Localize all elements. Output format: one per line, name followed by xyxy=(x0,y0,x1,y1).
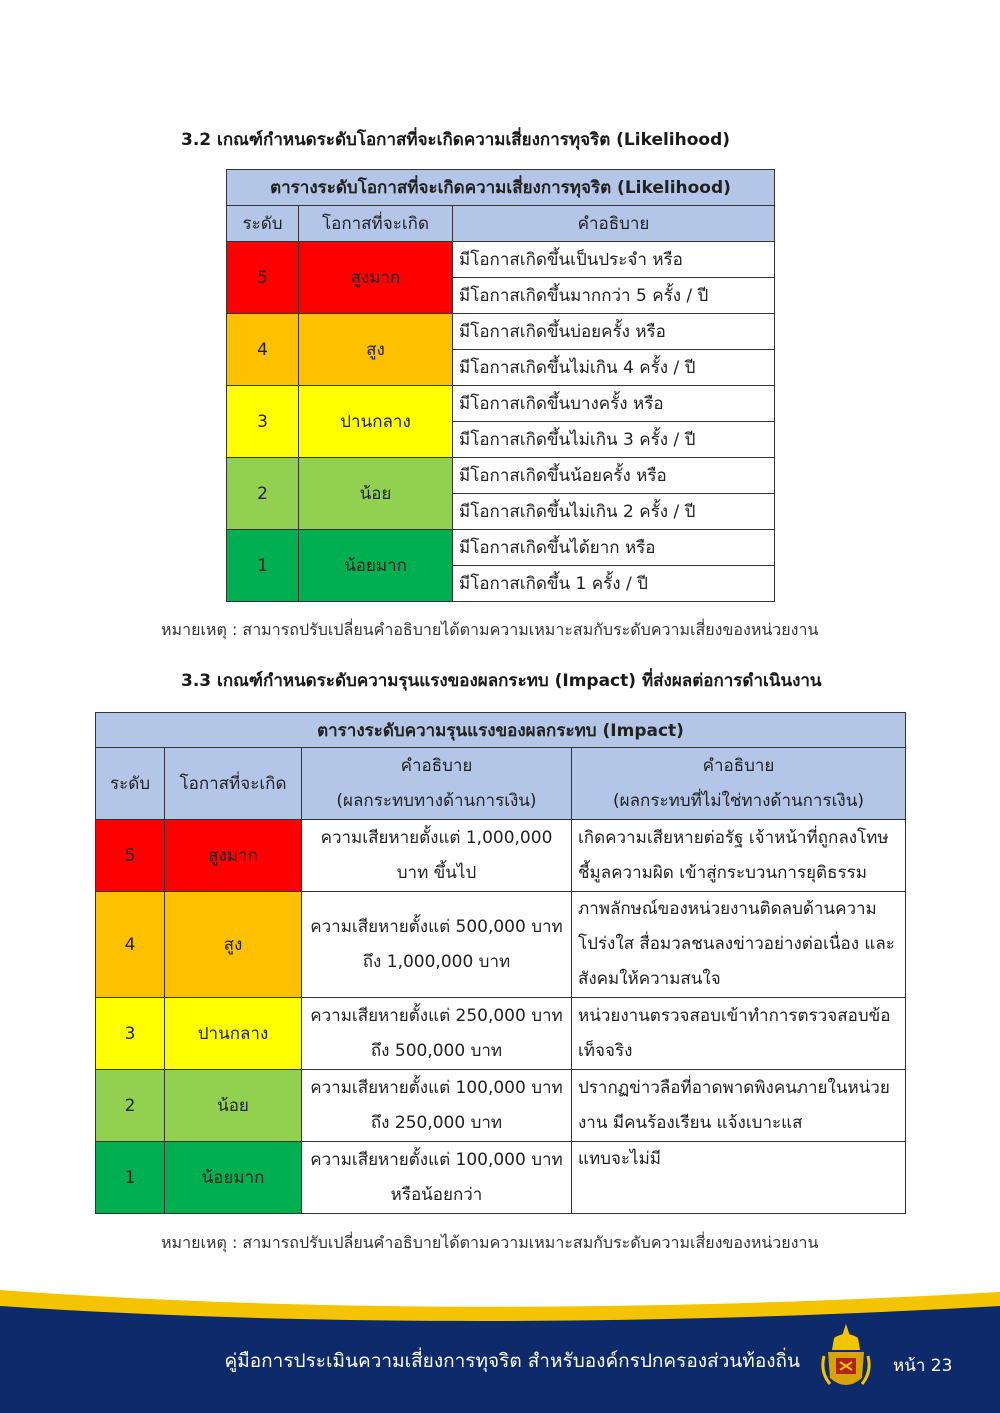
impact-header-level: ระดับ xyxy=(96,748,165,820)
impact-header-nonfinancial-line2: (ผลกระทบที่ไม่ใช่ทางด้านการเงิน) xyxy=(613,790,864,811)
impact-label: สูง xyxy=(165,892,302,998)
likelihood-desc: มีโอกาสเกิดขึ้นน้อยครั้ง หรือ xyxy=(453,458,775,494)
likelihood-desc: มีโอกาสเกิดขึ้น 1 ครั้ง / ปี xyxy=(453,566,775,602)
impact-label: น้อย xyxy=(165,1070,302,1142)
likelihood-row xyxy=(227,530,775,566)
header-level: ระดับ xyxy=(227,206,299,242)
impact-nonfinancial: แทบจะไม่มี xyxy=(572,1142,906,1214)
likelihood-table-title: ตารางระดับโอกาสที่จะเกิดความเสี่ยงการทุจริต (Likelihood) xyxy=(227,170,775,206)
impact-row xyxy=(96,998,906,1070)
impact-table xyxy=(95,712,906,1214)
impact-table-title: ตารางระดับความรุนแรงของผลกระทบ (Impact) xyxy=(96,713,906,748)
likelihood-desc: มีโอกาสเกิดขึ้นบางครั้ง หรือ xyxy=(453,386,775,422)
department-emblem-icon xyxy=(820,1322,872,1394)
impact-label: สูงมาก xyxy=(165,820,302,892)
likelihood-desc: มีโอกาสเกิดขึ้นไม่เกิน 3 ครั้ง / ปี xyxy=(453,422,775,458)
impact-level: 5 xyxy=(96,820,165,892)
likelihood-desc: มีโอกาสเกิดขึ้นบ่อยครั้ง หรือ xyxy=(453,314,775,350)
impact-header-likelihood: โอกาสที่จะเกิด xyxy=(165,748,302,820)
impact-row xyxy=(96,820,906,892)
impact-financial: ความเสียหายตั้งแต่ 1,000,000 บาท ขึ้นไป xyxy=(302,820,572,892)
impact-row xyxy=(96,892,906,998)
likelihood-label: น้อย xyxy=(299,458,453,530)
impact-header-nonfinancial xyxy=(572,748,906,820)
likelihood-label: น้อยมาก xyxy=(299,530,453,602)
impact-header-financial-line2: (ผลกระทบทางด้านการเงิน) xyxy=(336,790,537,811)
impact-nonfinancial: ปรากฏข่าวลือที่อาดพาดพิงคนภายในหน่วยงาน มีคนร้องเรียน แจ้งเบาะแส xyxy=(572,1070,906,1142)
likelihood-row xyxy=(227,386,775,422)
impact-level: 4 xyxy=(96,892,165,998)
impact-level: 3 xyxy=(96,998,165,1070)
impact-header-financial-line1: คำอธิบาย xyxy=(400,755,473,776)
impact-nonfinancial: เกิดความเสียหายต่อรัฐ เจ้าหน้าที่ถูกลงโทษ ชี้มูลความผิด เข้าสู่กระบวนการยุติธรรม xyxy=(572,820,906,892)
likelihood-label: สูง xyxy=(299,314,453,386)
likelihood-heading: 3.2 เกณฑ์กำหนดระดับโอกาสที่จะเกิดความเสี่ยงการทุจริต (Likelihood) xyxy=(181,130,731,150)
likelihood-note: หมายเหตุ : สามารถปรับเปลี่ยนคำอธิบายได้ตามความเหมาะสมกับระดับความเสี่ยงของหน่วยงาน xyxy=(161,620,819,639)
impact-nonfinancial: หน่วยงานตรวจสอบเข้าทำการตรวจสอบข้อเท็จจริง xyxy=(572,998,906,1070)
impact-level: 1 xyxy=(96,1142,165,1214)
impact-label: ปานกลาง xyxy=(165,998,302,1070)
impact-row xyxy=(96,1070,906,1142)
header-likelihood: โอกาสที่จะเกิด xyxy=(299,206,453,242)
likelihood-desc: มีโอกาสเกิดขึ้นได้ยาก หรือ xyxy=(453,530,775,566)
impact-financial: ความเสียหายตั้งแต่ 500,000 บาท ถึง 1,000,000 บาท xyxy=(302,892,572,998)
impact-header-nonfinancial-line1: คำอธิบาย xyxy=(702,755,775,776)
likelihood-level: 4 xyxy=(227,314,299,386)
impact-financial: ความเสียหายตั้งแต่ 250,000 บาท ถึง 500,000 บาท xyxy=(302,998,572,1070)
likelihood-level: 3 xyxy=(227,386,299,458)
likelihood-level: 5 xyxy=(227,242,299,314)
likelihood-desc: มีโอกาสเกิดขึ้นเป็นประจำ หรือ xyxy=(453,242,775,278)
likelihood-desc: มีโอกาสเกิดขึ้นมากกว่า 5 ครั้ง / ปี xyxy=(453,278,775,314)
impact-nonfinancial: ภาพลักษณ์ของหน่วยงานติดลบด้านความโปร่งใส สื่อมวลชนลงข่าวอย่างต่อเนื่อง และสังคมให้ความสนใจ xyxy=(572,892,906,998)
likelihood-row xyxy=(227,242,775,278)
impact-note: หมายเหตุ : สามารถปรับเปลี่ยนคำอธิบายได้ตามความเหมาะสมกับระดับความเสี่ยงของหน่วยงาน xyxy=(161,1233,819,1252)
likelihood-label: ปานกลาง xyxy=(299,386,453,458)
impact-financial: ความเสียหายตั้งแต่ 100,000 บาท ถึง 250,000 บาท xyxy=(302,1070,572,1142)
header-description: คำอธิบาย xyxy=(453,206,775,242)
likelihood-desc: มีโอกาสเกิดขึ้นไม่เกิน 2 ครั้ง / ปี xyxy=(453,494,775,530)
impact-level: 2 xyxy=(96,1070,165,1142)
likelihood-level: 1 xyxy=(227,530,299,602)
impact-row xyxy=(96,1142,906,1214)
page-number: หน้า 23 xyxy=(893,1356,953,1376)
impact-label: น้อยมาก xyxy=(165,1142,302,1214)
impact-header-financial xyxy=(302,748,572,820)
likelihood-table xyxy=(226,169,775,602)
likelihood-row xyxy=(227,458,775,494)
footer-title: คู่มือการประเมินความเสี่ยงการทุจริต สำหรับองค์กรปกครองส่วนท้องถิ่น xyxy=(224,1350,800,1372)
impact-financial: ความเสียหายตั้งแต่ 100,000 บาท หรือน้อยกว่า xyxy=(302,1142,572,1214)
likelihood-row xyxy=(227,314,775,350)
impact-heading: 3.3 เกณฑ์กำหนดระดับความรุนแรงของผลกระทบ (Impact) ที่ส่งผลต่อการดำเนินงาน xyxy=(181,671,822,691)
likelihood-level: 2 xyxy=(227,458,299,530)
likelihood-label: สูงมาก xyxy=(299,242,453,314)
likelihood-desc: มีโอกาสเกิดขึ้นไม่เกิน 4 ครั้ง / ปี xyxy=(453,350,775,386)
